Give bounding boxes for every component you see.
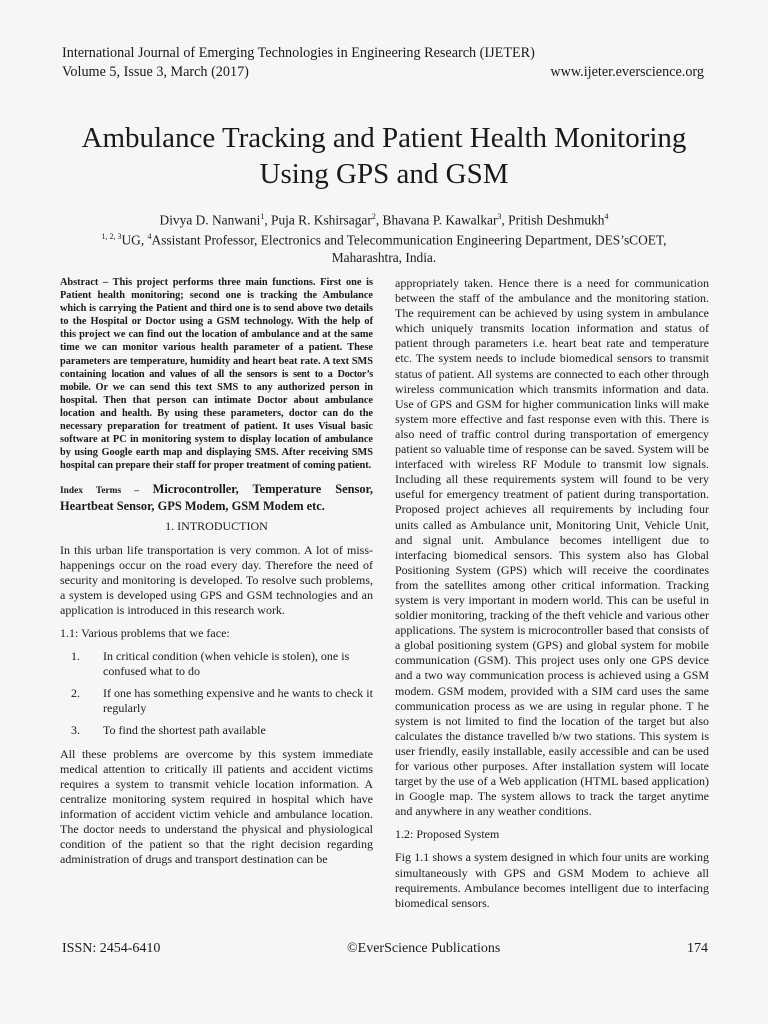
subsection-heading: 1.1: Various problems that we face: xyxy=(60,625,230,640)
title-line-2: Using GPS and GSM xyxy=(259,158,509,190)
list-number: 1. xyxy=(71,649,80,664)
left-column xyxy=(60,276,373,875)
abstract xyxy=(60,276,373,472)
page-number: 174 xyxy=(686,941,708,956)
author-sup: 2 xyxy=(371,212,376,221)
section-heading-introduction: 1. INTRODUCTION xyxy=(165,519,268,534)
list-text: In critical condition (when vehicle is stolen), one is confused what to do xyxy=(103,649,350,679)
affiliation-sup: 4 xyxy=(147,232,152,242)
author-name: Divya D. Nanwani xyxy=(159,212,261,228)
journal-name: International Journal of Emerging Technologies in Engineering Research (IJETER) xyxy=(62,45,535,61)
list-number: 3. xyxy=(71,723,80,738)
list-text: To find the shortest path available xyxy=(103,723,266,738)
index-terms xyxy=(60,482,373,514)
paper-title xyxy=(40,120,728,192)
author-list: Divya D. Nanwani$^1$, Puja R. Kshirsagar$^2$, Bhavana P. Kawalkar$^3$, Pritish Deshmukh$^4$ xyxy=(159,212,609,228)
paragraph: appropriately taken. Hence there is a need for communication between the staff of the ambulance and the monitoring station. The requirement can be achieved by using system in ambulance which uniquely transmits location information and status of patient through parameters i.e. heart beat rate and temperature etc. The system needs to include biomedical sensors to transmit status of patient. All systems are connected to each other through wireless communication which transmits information and data. Use of GPS and GSM for higher communication links will make system more effective and fast response even with this. There is also need of traffic control during transportation of emergency patient so valuable time of response can be saved. System will be interfaced with wireless RF Module to transmit low signals. Including all these requirements system will found to be very useful for emergency treatment of patient during transportation. Proposed project achieves all requirements by including four units called as Ambulance unit, Monitoring Unit, Vehicle Unit, and signal unit. Ambulance becomes intelligent due to interfacing biomedical sensors. This system also has Global Positioning System (GPS) which will receive the coordinates from the satellites among other critical information. Tracking system is very important in modern world. This can be useful in soldier monitoring, tracking of the theft vehicle and various other applications. The system is microcontroller based that consists of a global positioning system (GPS) and global system for mobile communication (GSM). This project uses only one GPS device and a two way communication process is achieved using a GSM modem. GSM modem, provided with a SIM card uses the same communication process as we are using in regular phone. T he system is not limited to find the location of the target but also calculates the distance travelled b/w two stations. This system is user friendly, easily installable, easily accessible and can be used for various other purposes. After installation system will locate target by the use of a Web application (HTML based application) in Google map. The system allows to track the target anytime and anywhere in any weather conditions. xyxy=(395,276,709,819)
list-item xyxy=(60,686,373,716)
problems-list xyxy=(60,649,373,738)
affiliation-location: Maharashtra, India. xyxy=(331,249,437,265)
author-sup: 4 xyxy=(604,212,609,221)
affiliation xyxy=(40,228,728,248)
list-text: If one has something expensive and he wants to check it regularly xyxy=(103,686,373,716)
author-name: Pritish Deshmukh xyxy=(508,212,605,228)
abstract-text: location and values of all the sensors is sent to a Doctor’s mobile. xyxy=(60,368,373,393)
journal-header xyxy=(62,44,704,82)
subsection-heading: 1.2: Proposed System xyxy=(395,827,500,842)
right-column xyxy=(395,276,709,919)
paragraph: Fig 1.1 shows a system designed in which four units are working simultaneously with GPS and GSM Modem to achieve all requirements. Ambulance becomes intelligent due to interfacing biomedical sensors. xyxy=(395,850,709,910)
list-number: 2. xyxy=(71,686,80,701)
index-terms-list: Microcontroller, Temperature Sensor, Heartbeat Sensor, GPS Modem, GSM Modem etc. xyxy=(60,482,373,513)
list-item xyxy=(60,723,373,738)
author-sup: 1 xyxy=(260,212,265,221)
page-footer xyxy=(62,941,708,957)
author-sup: 3 xyxy=(497,212,502,221)
title-line-1: Ambulance Tracking and Patient Health Monitoring xyxy=(81,122,687,154)
affiliation-role: UG, xyxy=(121,232,148,248)
publisher: ©EverScience Publications xyxy=(347,941,501,956)
list-item xyxy=(60,649,373,679)
issn: ISSN: 2454-6410 xyxy=(62,941,161,956)
paragraph: All these problems are overcome by this system immediate medical attention to critically ill patients and accident victims requires a system to transmit vehicle location information. A centralize monitoring system required in hospital which have information of accident victim vehicle and ambulance location. The doctor needs to understand the physical and physiological condition of the patient so that the right decision regarding administration of drugs and transport destination can be xyxy=(60,746,373,867)
author-name: Bhavana P. Kawalkar xyxy=(382,212,498,228)
journal-website: www.ijeter.everscience.org xyxy=(550,64,704,80)
affiliation-sup: 1, 2, 3 xyxy=(101,232,122,242)
affiliation-dept: Assistant Professor, Electronics and Telecommunication Engineering Department, DES’sCOET, xyxy=(151,232,667,248)
author-block xyxy=(40,208,728,266)
paragraph: In this urban life transportation is very common. A lot of miss-happenings occur on the road every day. Therefore the need of security and monitoring is developed. To resolve such problems, a system is developed using GPS and GSM technologies and an application is introduced in this research work. xyxy=(60,542,373,617)
index-terms-label: Index Terms – xyxy=(60,486,139,497)
volume-issue: Volume 5, Issue 3, March (2017) xyxy=(62,64,249,80)
abstract-text: Or we can send this text SMS to any authorized person in hospital. Then that person can intimate Doctor about ambulance location and health. By using these parameters, doctor can do the necessary preparation for treatment of patient. It uses Visual basic software at PC in monitoring system to display location of ambulance by using Google earth map and displaying SMS. After receiving SMS hospital can prepare their staff for proper treatment of coming patient. xyxy=(60,381,373,472)
author-name: Puja R. Kshirsagar xyxy=(271,212,372,228)
abstract-text: Abstract – This project performs three main functions. First one is Patient health monitoring; second one is tracking the Ambulance which is carrying the Patient and third one is to send above two details to the Hospital or Doctor using a GSM technology. With the help of this project we can find out the location of ambulance and at the same time we can monitor various health parameter of a patient. These parameters are temperature, humidity and heart beat rate. A text SMS containing xyxy=(60,277,373,380)
